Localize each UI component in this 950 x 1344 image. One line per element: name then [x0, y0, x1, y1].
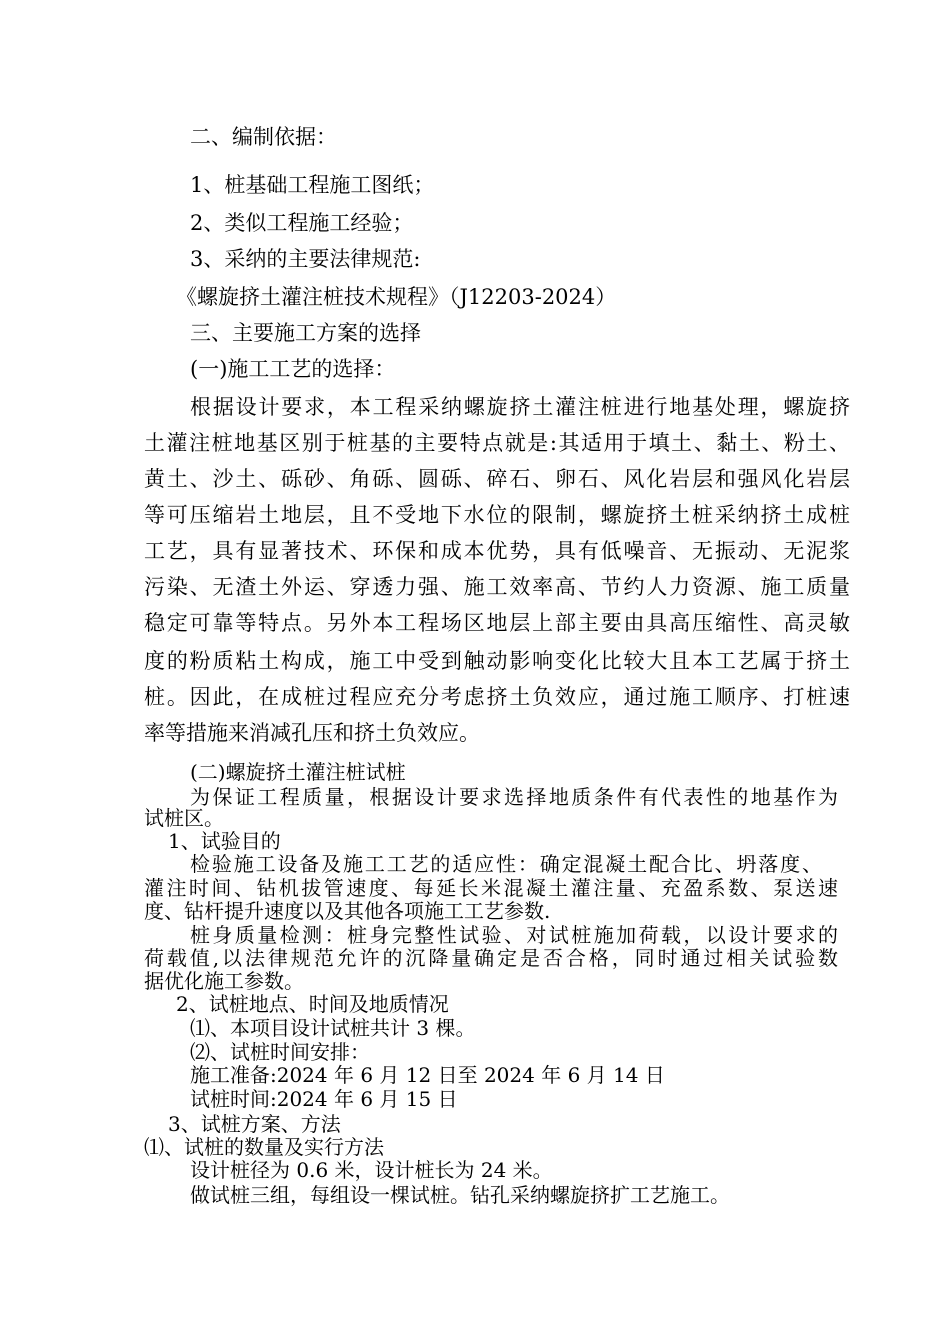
paragraph-line: 灌注时间、钻机拔管速度、每延长米混凝土灌注量、充盈系数、泵送速 [144, 876, 838, 900]
basis-item-3: 3、采纳的主要法律规范: [190, 247, 421, 271]
heading-trial-purpose: 1、试验目的 [168, 829, 281, 853]
schedule-preparation: 施工准备:2024 年 6 月 12 日至 2024 年 6 月 14 日 [190, 1063, 665, 1087]
paragraph-line: 度、钻杆提升速度以及其他各项施工工艺参数. [144, 899, 551, 923]
trial-group-plan: 做试桩三组，每组设一棵试桩。钻孔采纳螺旋挤扩工艺施工。 [190, 1183, 730, 1207]
section-heading-basis: 二、编制依据： [190, 125, 337, 149]
subsection-heading-process: (一)施工工艺的选择： [190, 357, 396, 381]
paragraph-line: 据优化施工参数。 [144, 969, 304, 993]
trial-item-count: ⑴、本项目设计试桩共计 3 棵。 [190, 1016, 476, 1040]
paragraph-line: 度的粉质粘土构成，施工中受到触动影响变化比较大且本工艺属于挤土 [144, 649, 850, 673]
trial-item-schedule: ⑵、试桩时间安排： [190, 1040, 370, 1064]
paragraph-line: 检验施工设备及施工工艺的适应性：确定混凝土配合比、坍落度、 [190, 852, 822, 876]
paragraph-line: 等可压缩岩土地层，且不受地下水位的限制，螺旋挤土桩采纳挤土成桩 [144, 503, 850, 527]
paragraph-line: 率等措施来消减孔压和挤土负效应。 [144, 721, 480, 745]
paragraph-line: 工艺，具有显著技术、环保和成本优势，具有低噪音、无振动、无泥浆 [144, 539, 850, 563]
paragraph-line: 桩。因此，在成桩过程应充分考虑挤土负效应，通过施工顺序、打桩速 [144, 685, 850, 709]
heading-trial-location: 2、试桩地点、时间及地质情况 [176, 992, 449, 1016]
pile-design-spec: 设计桩径为 0.6 米，设计桩长为 24 米。 [190, 1158, 553, 1182]
trial-method-item-1: ⑴、试桩的数量及实行方法 [144, 1135, 384, 1159]
paragraph-line: 为保证工程质量，根据设计要求选择地质条件有代表性的地基作为 [190, 785, 838, 809]
heading-trial-method: 3、试桩方案、方法 [168, 1112, 341, 1136]
paragraph-line: 稳定可靠等特点。另外本工程场区地层上部主要由具高压缩性、高灵敏 [144, 611, 850, 635]
subsection-heading-trial: (二)螺旋挤土灌注桩试桩 [190, 760, 406, 784]
paragraph-line: 桩身质量检测：桩身完整性试验、对试桩施加荷载，以设计要求的 [190, 923, 838, 947]
paragraph-line: 土灌注桩地基区别于桩基的主要特点就是:其适用于填土、黏土、粉土、 [144, 431, 850, 455]
paragraph-line: 试桩区。 [144, 806, 224, 830]
paragraph-line: 荷载值,以法律规范允许的沉降量确定是否合格，同时通过相关试验数 [144, 946, 838, 970]
schedule-trial-time: 试桩时间:2024 年 6 月 15 日 [190, 1087, 458, 1111]
paragraph-line: 污染、无渣土外运、穿透力强、施工效率高、节约人力资源、施工质量 [144, 575, 850, 599]
basis-item-1: 1、桩基础工程施工图纸； [190, 173, 435, 197]
basis-item-2: 2、类似工程施工经验； [190, 211, 414, 235]
standard-reference: 《螺旋挤土灌注桩技术规程》（J12203-2024） [176, 285, 617, 309]
section-heading-plan: 三、主要施工方案的选择 [190, 321, 421, 345]
paragraph-line: 黄土、沙土、砾砂、角砾、圆砾、碎石、卵石、风化岩层和强风化岩层 [144, 467, 850, 491]
paragraph-line: 根据设计要求，本工程采纳螺旋挤土灌注桩进行地基处理，螺旋挤 [190, 395, 850, 419]
